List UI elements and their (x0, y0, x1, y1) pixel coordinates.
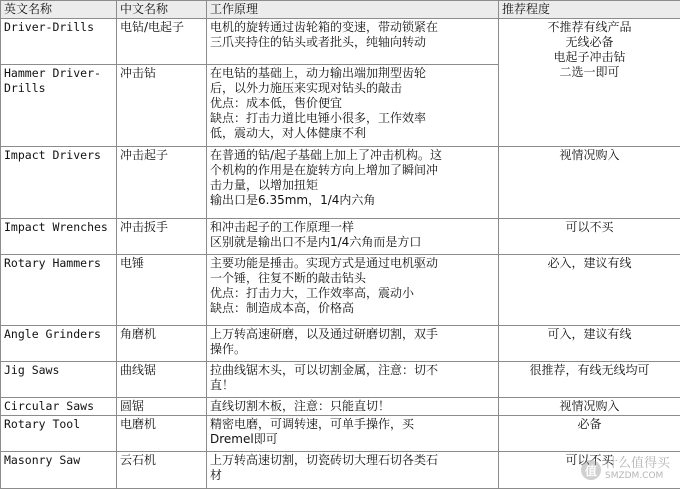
recommendation-cell (499, 361, 680, 397)
recommendation-cell (499, 219, 680, 255)
english-name-cell: Impact Wrenches (1, 219, 117, 255)
watermark-title: 什么值得买 (604, 456, 670, 471)
principle-cell (207, 415, 499, 451)
principle-line: 优点：打击力大，工作效率高，震动小 (210, 286, 415, 301)
principle-line: Dremel即可 (210, 431, 278, 446)
principle-line: 优点：成本低，售价便宜 (210, 96, 343, 111)
table-row (1, 147, 680, 219)
english-name-cell: Driver-Drills (1, 19, 117, 65)
principle-line: 操作。 (210, 341, 247, 356)
principle-line: 缺点：打击力道比电锤小很多，工作效率 (210, 111, 427, 126)
principle-line: 材 (210, 467, 223, 482)
recommendation-line: 必备 (577, 416, 602, 431)
principle-cell (207, 219, 499, 255)
watermark-url: SMZDM.COM (604, 471, 664, 481)
english-name-cell: Hammer Driver-Drills (1, 65, 117, 147)
english-name-cell: Masonry Saw (1, 451, 117, 488)
table-row (1, 255, 680, 325)
english-name-cell: Jig Saws (1, 361, 117, 397)
header-chinese-name: 中文名称 (117, 1, 207, 19)
english-name-cell: Rotary Hammers (1, 255, 117, 325)
chinese-name-cell: 云石机 (117, 451, 207, 488)
recommendation-cell (499, 415, 680, 451)
principle-line: 在普通的钻/起子基础上加上了冲击机构。这 (210, 148, 443, 163)
english-name-cell: Impact Drivers (1, 147, 117, 219)
table-row (1, 325, 680, 361)
principle-line: 和冲击起子的工作原理一样 (210, 220, 355, 235)
table-row (1, 451, 680, 488)
header-principle: 工作原理 (207, 1, 499, 19)
principle-line: 电机的旋转通过齿轮箱的变速，带动锁紧在 (210, 20, 439, 34)
principle-line: 直！ (210, 377, 235, 392)
recommendation-line: 视情况购入 (559, 148, 620, 163)
principle-line: 在电钻的基础上，动力输出端加荆型齿轮 (210, 66, 427, 81)
english-name-cell: Angle Grinders (1, 325, 117, 361)
recommendation-cell (499, 255, 680, 325)
principle-cell (207, 255, 499, 325)
principle-cell (207, 361, 499, 397)
principle-line: 击力量，以增加扭矩 (210, 178, 319, 193)
chinese-name-cell: 圆锯 (117, 397, 207, 415)
table-row (1, 219, 680, 255)
principle-cell (207, 19, 499, 65)
chinese-name-cell: 曲线锯 (117, 361, 207, 397)
principle-line: 直线切割木板，注意：只能直切！ (210, 398, 391, 413)
chinese-name-cell: 角磨机 (117, 325, 207, 361)
table-row (1, 19, 680, 65)
principle-line: 精密电磨，可调转速，可单手操作，买 (210, 416, 415, 431)
principle-line: 上万转高速切割，切瓷砖切大理石切各类石 (210, 452, 439, 467)
chinese-name-cell: 电钻/电起子 (117, 19, 207, 65)
principle-cell (207, 325, 499, 361)
table-row (1, 361, 680, 397)
principle-cell (207, 451, 499, 488)
chinese-name-cell: 电锤 (117, 255, 207, 325)
principle-line: 低，震动大，对人体健康不利 (210, 126, 367, 141)
recommendation-line: 很推荐，有线无线均可 (529, 362, 650, 377)
principle-cell (207, 147, 499, 219)
recommendation-line: 可入，建议有线 (547, 326, 632, 341)
principle-cell (207, 397, 499, 415)
recommendation-cell (499, 19, 680, 147)
chinese-name-cell: 电磨机 (117, 415, 207, 451)
recommendation-line: 二选一即可 (559, 65, 620, 79)
recommendation-line: 视情况购入 (559, 398, 620, 413)
recommendation-line: 必入，建议有线 (547, 256, 632, 271)
recommendation-line: 电起子冲击钻 (553, 50, 626, 64)
principle-line: 拉曲线锯木头，可以切割金属，注意：切不 (210, 362, 439, 377)
chinese-name-cell: 冲击钻 (117, 65, 207, 147)
header-row (1, 1, 680, 19)
recommendation-cell (499, 325, 680, 361)
recommendation-cell (499, 147, 680, 219)
principle-line: 输出口是6.35mm，1/4内六角 (210, 193, 376, 208)
recommendation-line: 可以不买 (565, 220, 614, 235)
chinese-name-cell: 冲击起子 (117, 147, 207, 219)
table-row (1, 415, 680, 451)
principle-line: 一个锤，往复不断的敲击钻头 (210, 271, 367, 286)
principle-line: 缺点：制造成本高，价格高 (210, 301, 355, 316)
recommendation-line: 不推荐有线产品 (547, 20, 632, 34)
header-recommendation: 推荐程度 (499, 1, 680, 19)
recommendation-line: 无线必备 (565, 35, 614, 49)
principle-line: 区别就是输出口不是内1/4六角而是方口 (210, 235, 422, 250)
principle-cell (207, 65, 499, 147)
principle-line: 三爪夹持住的钻头或者批头，纯轴向转动 (210, 35, 427, 49)
recommendation-cell (499, 451, 680, 488)
table-row (1, 397, 680, 415)
watermark-logo-icon: 值 (581, 460, 601, 480)
principle-line: 后，以外力施压来实现对钻头的敲击 (210, 81, 403, 96)
header-english-name: 英文名称 (1, 1, 117, 19)
recommendation-line: 可以不买 (565, 452, 614, 467)
chinese-name-cell: 冲击扳手 (117, 219, 207, 255)
principle-line: 个机构的作用是在旋转方向上增加了瞬间冲 (210, 163, 439, 178)
english-name-cell: Circular Saws (1, 397, 117, 415)
principle-line: 上万转高速研磨，以及通过研磨切割，双手 (210, 326, 439, 341)
recommendation-cell (499, 397, 680, 415)
english-name-cell: Rotary Tool (1, 415, 117, 451)
principle-line: 主要功能是捶击。实现方式是通过电机驱动 (210, 256, 439, 271)
